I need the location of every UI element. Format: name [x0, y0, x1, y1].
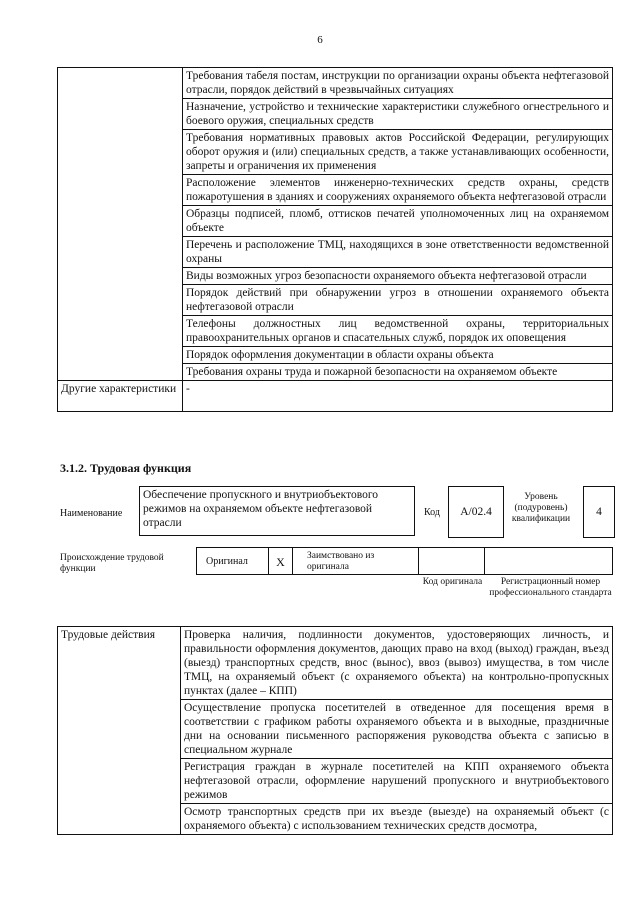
requirement-item: Назначение, устройство и технические характеристики служебного огнестрельного и боевого оружия, специальных средств: [183, 99, 613, 130]
requirement-item: Требования нормативных правовых актов Российской Федерации, регулирующих оборот оружия и (или) специальных средств, а также устанавливающих особенности, запреты и ограничения их применения: [183, 130, 613, 175]
requirement-item: Телефоны должностных лиц ведомственной охраны, территориальных правоохранительных органов и спасательных служб, порядок их оповещения: [183, 316, 613, 347]
code-of-original-label: Код оригинала: [422, 577, 483, 587]
labor-actions-label: Трудовые действия: [58, 627, 181, 835]
labor-actions-table: [57, 626, 613, 835]
labor-action-item: Регистрация граждан в журнале посетителей на КПП охраняемого объекта нефтегазовой отрасли, оформление нарушений пропускного и внутриобъектового режимов: [181, 759, 613, 804]
requirement-item: Порядок оформления документации в области охраны объекта: [183, 347, 613, 364]
labor-action-item: Проверка наличия, подлинности документов, удостоверяющих личность, и правильности оформления документов, дающих право на вход (выход) граждан, въезд (выезд) транспортных средств, внос (вынос), ввоз (вывоз) имущества, в том числе ТМЦ, на охраняемый объект (с охраняемого объекта) на контрольно-пропускных пунктах (далее – КПП): [181, 627, 613, 700]
original-mark-box: X: [268, 547, 293, 575]
requirement-item: Расположение элементов инженерно-технических средств охраны, средств пожаротушения в зданиях и сооружениях охраняемого объекта нефтегазовой отрасли: [183, 175, 613, 206]
requirement-item: Образцы подписей, пломб, оттисков печатей уполномоченных лиц на охраняемом объекте: [183, 206, 613, 237]
requirements-table: [57, 67, 613, 412]
borrowed-box: Заимствовано из оригинала: [292, 547, 419, 575]
code-of-original-box: [418, 547, 485, 575]
other-characteristics-value: -: [183, 381, 613, 412]
requirement-item: Требования табеля постам, инструкции по организации охраны объекта нефтегазовой отрасли, порядок действий в чрезвычайных ситуациях: [183, 68, 613, 99]
code-label: Код: [424, 507, 440, 518]
reg-number-box: [484, 547, 613, 575]
level-value-box: 4: [583, 486, 615, 538]
requirement-item: Перечень и расположение ТМЦ, находящихся в зоне ответственности ведомственной охраны: [183, 237, 613, 268]
labor-action-item: Осуществление пропуска посетителей в отведенное для посещения время в соответствии с графиком работы охраняемого объекта и в выходные, праздничные дни на основании письменного распоряжения руководства объекта с записью в специальном журнале: [181, 700, 613, 759]
origin-label: Происхождение трудовой функции: [60, 553, 164, 574]
name-label: Наименование: [60, 508, 123, 519]
page-number: 6: [317, 34, 323, 46]
function-name-box: Обеспечение пропускного и внутриобъектового режимов на охраняемом объекте нефтегазовой отрасли: [139, 486, 415, 536]
level-label: Уровень (подуровень) квалификации: [511, 492, 571, 524]
requirement-item: Требования охраны труда и пожарной безопасности на охраняемом объекте: [183, 364, 613, 381]
reg-number-label: Регистрационный номер профессионального стандарта: [489, 577, 612, 598]
requirement-item: Виды возможных угроз безопасности охраняемого объекта нефтегазовой отрасли: [183, 268, 613, 285]
requirements-label-cell: [58, 68, 183, 381]
other-characteristics-label: Другие характеристики: [58, 381, 183, 412]
section-title: 3.1.2. Трудовая функция: [60, 461, 192, 475]
code-value-box: А/02.4: [448, 486, 504, 538]
original-box: Оригинал: [196, 547, 269, 575]
labor-action-item: Осмотр транспортных средств при их въезде (выезде) на охраняемый объект (с охраняемого объекта) с использованием технических средств досмотра,: [181, 804, 613, 835]
requirement-item: Порядок действий при обнаружении угроз в отношении охраняемого объекта нефтегазовой отрасли: [183, 285, 613, 316]
